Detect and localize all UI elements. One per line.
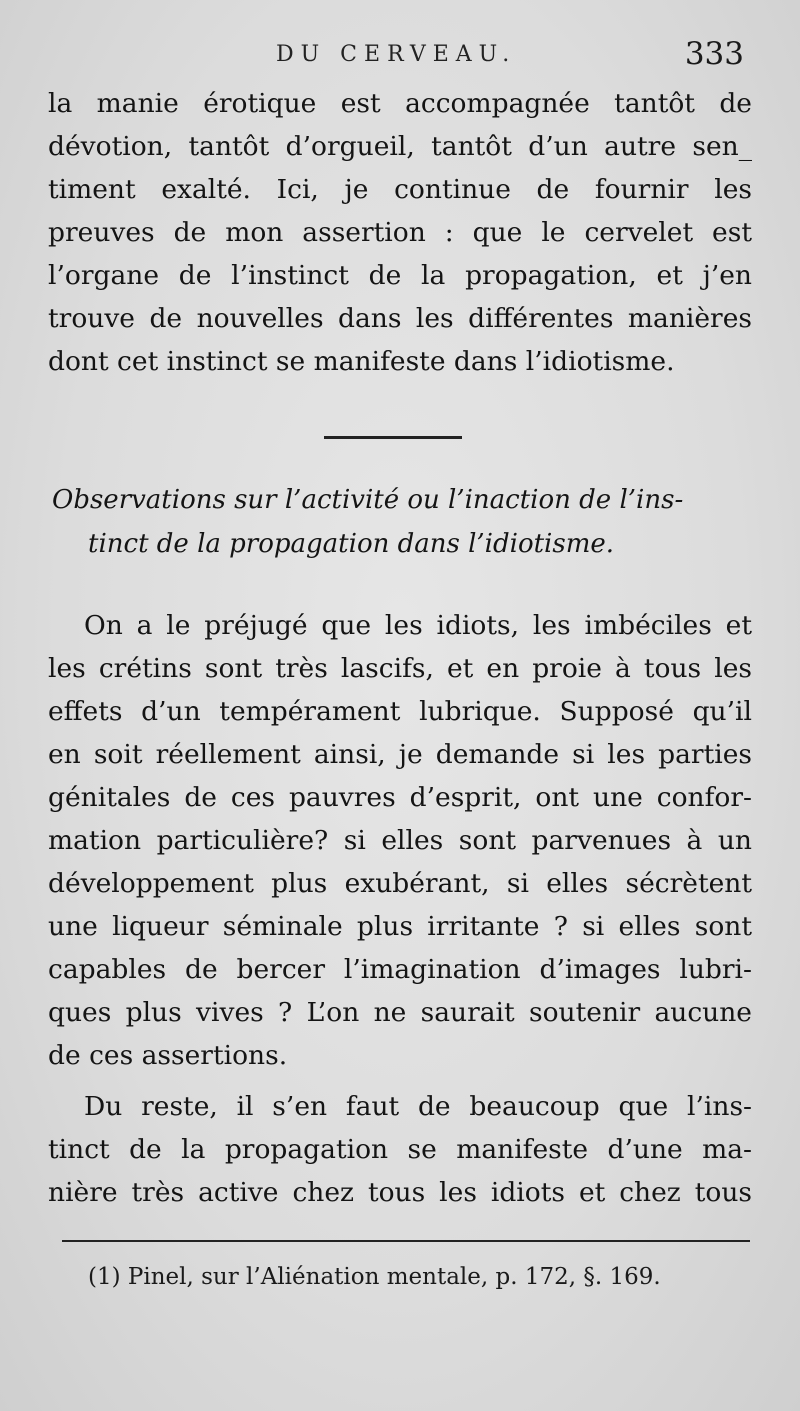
text-line: de ces assertions. [48, 1040, 288, 1071]
text-line: Du reste, il s’en faut de beaucoup que l’ins- [84, 1091, 752, 1122]
text-line: dont cet instinct se manifeste dans l’idiotisme. [48, 346, 675, 377]
footnote-rule [62, 1240, 750, 1242]
text-line: une liqueur séminale plus irritante ? si elles sont [48, 911, 752, 942]
text-line: développement plus exubérant, si elles sécrètent [48, 868, 752, 899]
section-divider [324, 436, 462, 439]
text-line: capables de bercer l’imagination d’images lubri- [48, 954, 752, 985]
text-line: timent exalté. Ici, je continue de fournir les [48, 174, 752, 205]
text-line: les crétins sont très lascifs, et en proie à tous les [48, 653, 752, 684]
text-line: en soit réellement ainsi, je demande si les parties [48, 739, 752, 770]
section-heading [52, 478, 752, 566]
text-line: nière très active chez tous les idiots et chez tous [48, 1177, 752, 1208]
text-line: dévotion, tantôt d’orgueil, tantôt d’un autre sen_ [48, 131, 752, 162]
text-line: preuves de mon assertion : que le cervelet est [48, 217, 752, 248]
heading-line: tinct de la propagation dans l’idiotisme. [88, 529, 615, 559]
text-line: l’organe de l’instinct de la propagation, et j’en [48, 260, 752, 291]
text-line: tinct de la propagation se manifeste d’une ma- [48, 1134, 752, 1165]
running-head: DU CERVEAU. [276, 42, 517, 67]
page-number: 333 [684, 36, 744, 72]
text-line: trouve de nouvelles dans les différentes manières [48, 303, 752, 334]
text-line: mation particulière? si elles sont parvenues à un [48, 825, 752, 856]
text-line: ques plus vives ? L’on ne saurait soutenir aucune [48, 997, 752, 1028]
heading-line: Observations sur l’activité ou l’inaction de l’ins- [52, 485, 684, 515]
text-line: la manie érotique est accompagnée tantôt de [48, 88, 752, 119]
text-line: génitales de ces pauvres d’esprit, ont une confor- [48, 782, 752, 813]
paragraph-continued [48, 82, 752, 383]
footnote: (1) Pinel, sur l’Aliénation mentale, p. 172, §. 169. [88, 1264, 661, 1290]
paragraph [48, 604, 752, 1077]
text-line: On a le préjugé que les idiots, les imbéciles et [84, 610, 752, 641]
paragraph [48, 1085, 752, 1214]
text-line: effets d’un tempérament lubrique. Supposé qu’il [48, 696, 752, 727]
